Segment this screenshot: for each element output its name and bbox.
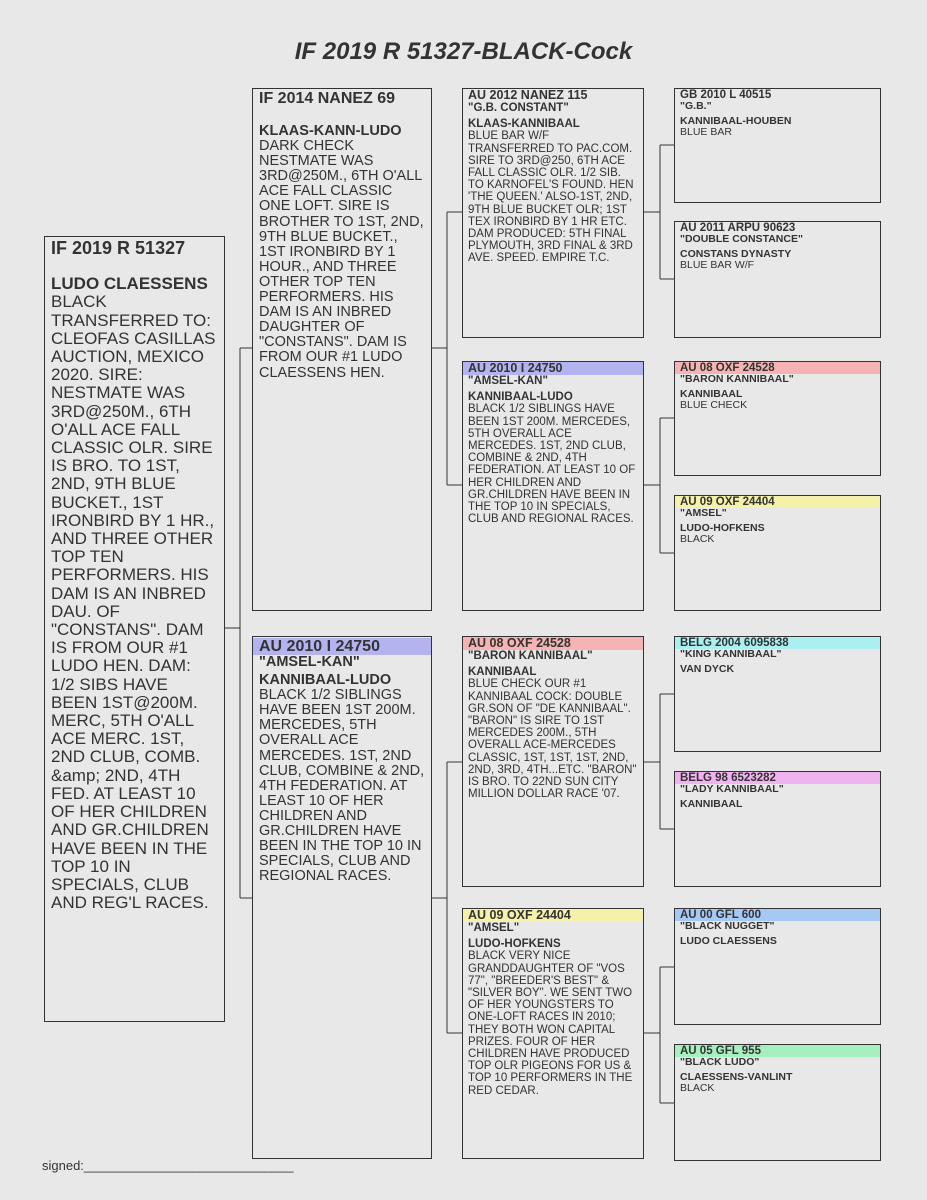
g4-box-2 bbox=[674, 361, 881, 476]
g4-strain: CLAESSENS-VANLINT bbox=[680, 1071, 793, 1083]
sire-band: IF 2014 NANEZ 69 bbox=[259, 90, 396, 107]
g4-name: "BLACK NUGGET" bbox=[680, 920, 775, 932]
g3-band: AU 2012 NANEZ 115 bbox=[468, 88, 588, 102]
g4-box-1 bbox=[674, 221, 881, 338]
page-title: IF 2019 R 51327-BLACK-Cock bbox=[294, 38, 633, 65]
g3-box-0 bbox=[462, 88, 644, 338]
sire-description: DARK CHECK NESTMATE WAS 3RD@250M., 6TH O'ALL ACE FALL CLASSIC ONE LOFT. SIRE IS BROTHER TO 1ST, 2ND, 9TH BLUE BUCKET., 1ST IRONBIRD BY 1 HOUR., AND THREE OTHER TOP TEN PERFORMERS. HIS DAM IS AN INBRED DAUGHTER OF "CONSTANS". DAM IS FROM OUR #1 LUDO CLAESSENS HEN. bbox=[259, 138, 424, 381]
g4-strain: LUDO-HOFKENS bbox=[680, 522, 765, 534]
subject-box bbox=[44, 236, 225, 1022]
g4-strain: VAN DYCK bbox=[680, 663, 735, 675]
g3-strain: KANNIBAAL bbox=[468, 666, 537, 679]
g3-name: "G.B. CONSTANT" bbox=[468, 102, 569, 114]
dam-description: BLACK 1/2 SIBLINGS HAVE BEEN 1ST 200M. MERCEDES, 5TH OVERALL ACE MERCEDES. 1ST, 2ND CLUB, COMBINE & 2ND, 4TH FEDERATION. AT LEAST 10 OF HER CHILDREN AND GR.CHILDREN HAVE BEEN IN THE TOP 10 IN SPECIALS, CLUB AND REGIONAL RACES. bbox=[259, 687, 425, 885]
g3-name: "AMSEL-KAN" bbox=[468, 375, 548, 387]
g4-strain: KANNIBAAL-HOUBEN bbox=[680, 115, 792, 127]
subject-description: BLACK TRANSFERRED TO: CLEOFAS CASILLAS AUCTION, MEXICO 2020. SIRE: NESTMATE WAS 3RD@250M., 6TH O'ALL ACE FALL CLASSIC OLR. SIRE IS BRO. TO 1ST, 2ND, 9TH BLUE BUCKET., 1ST IRONBIRD BY 1 HR., AND THREE OTHER TOP TEN PERFORMERS. HIS DAM IS AN INBRED DAU. OF "CONSTANS". DAM IS FROM OUR #1 LUDO HEN. DAM: 1/2 SIBS HAVE BEEN 1ST@200M. MERC, 5TH O'ALL ACE MERC. 1ST, 2ND CLUB, COMB. &amp; 2ND, 4TH FED. AT LEAST 10 OF HER CHILDREN AND GR.CHILDREN HAVE BEEN IN THE TOP 10 IN SPECIALS, CLUB AND REG'L RACES. bbox=[51, 292, 216, 913]
g3-box-1 bbox=[462, 361, 644, 611]
g3-strain: KLAAS-KANNIBAAL bbox=[468, 118, 580, 131]
g3-description: BLACK 1/2 SIBLINGS HAVE BEEN 1ST 200M. MERCEDES, 5TH OVERALL ACE MERCEDES. 1ST, 2ND CLUB, COMBINE & 2ND, 4TH FEDERATION. AT LEAST 10 OF HER CHILDREN AND GR.CHILDREN HAVE BEEN IN THE TOP 10 IN SPECIALS, CLUB AND REGIONAL RACES. bbox=[468, 403, 636, 526]
g4-strain: CONSTANS DYNASTY bbox=[680, 248, 792, 260]
g4-box-4 bbox=[674, 636, 881, 752]
g4-name: "DOUBLE CONSTANCE" bbox=[680, 233, 803, 245]
g4-band: BELG 98 6523282 bbox=[675, 772, 880, 784]
g4-name: "BLACK LUDO" bbox=[680, 1056, 760, 1068]
sire-box bbox=[252, 88, 432, 611]
g3-description: BLUE CHECK OUR #1 KANNIBAAL COCK: DOUBLE GR.SON OF "DE KANNIBAAL". "BARON" IS SIRE TO 1ST MERCEDES 200M., 5TH OVERALL ACE-MERCEDES CLASSIC, 1ST, 1ST, 1ST, 2ND, 2ND, 3RD, 4TH...ETC. "BARON" IS BRO. TO 22ND SUN CITY MILLION DOLLAR RACE '07. bbox=[468, 678, 637, 801]
g4-description: BLUE BAR W/F bbox=[680, 259, 755, 271]
g4-name: "LADY KANNIBAAL" bbox=[680, 783, 784, 795]
g3-band: AU 09 OXF 24404 bbox=[463, 909, 643, 922]
g4-name: "BARON KANNIBAAL" bbox=[680, 373, 794, 385]
g3-strain: LUDO-HOFKENS bbox=[468, 938, 561, 951]
g3-box-2 bbox=[462, 636, 644, 887]
dam-strain: KANNIBAAL-LUDO bbox=[259, 672, 392, 689]
sire-strain: KLAAS-KANN-LUDO bbox=[259, 123, 402, 139]
g4-box-5 bbox=[674, 771, 881, 887]
g4-box-0 bbox=[674, 88, 881, 203]
g4-band: AU 09 OXF 24404 bbox=[675, 496, 880, 508]
g4-name: "G.B." bbox=[680, 100, 712, 112]
g4-strain: LUDO CLAESSENS bbox=[680, 935, 777, 947]
g4-description: BLACK bbox=[680, 1082, 715, 1094]
g3-description: BLACK VERY NICE GRANDDAUGHTER OF "VOS 77", "BREEDER'S BEST" & "SILVER BOY". WE SENT TWO OF HER YOUNGSTERS TO ONE-LOFT RACES IN 2010; THEY BOTH WON CAPITAL PRIZES. FOUR OF HER CHILDREN HAVE PRODUCED TOP OLR PIGEONS FOR US & TOP 10 PERFORMERS IN THE RED CEDAR. bbox=[468, 950, 633, 1097]
signature-line: signed:_____________________________ bbox=[42, 1158, 294, 1173]
g3-strain: KANNIBAAL-LUDO bbox=[468, 391, 573, 404]
g3-box-3 bbox=[462, 908, 644, 1159]
g3-name: "AMSEL" bbox=[468, 922, 520, 934]
g4-name: "AMSEL" bbox=[680, 507, 727, 519]
g4-box-6 bbox=[674, 908, 881, 1025]
g4-band: GB 2010 L 40515 bbox=[680, 89, 772, 101]
g3-band: AU 08 OXF 24528 bbox=[463, 637, 643, 650]
g4-band: AU 00 GFL 600 bbox=[675, 909, 880, 921]
g4-strain: KANNIBAAL bbox=[680, 798, 743, 810]
g3-band: AU 2010 I 24750 bbox=[463, 362, 643, 375]
dam-band: AU 2010 I 24750 bbox=[253, 638, 431, 655]
g4-name: "KING KANNIBAAL" bbox=[680, 648, 782, 660]
dam-name: "AMSEL-KAN" bbox=[259, 654, 360, 670]
g4-band: AU 05 GFL 955 bbox=[675, 1045, 880, 1057]
subject-strain: LUDO CLAESSENS bbox=[51, 274, 208, 294]
subject-band: IF 2019 R 51327 bbox=[51, 238, 186, 258]
g4-description: BLUE BAR bbox=[680, 126, 732, 138]
dam-box bbox=[252, 636, 432, 1159]
g4-box-3 bbox=[674, 495, 881, 611]
g4-band: BELG 2004 6095838 bbox=[675, 637, 880, 649]
g4-description: BLACK bbox=[680, 533, 715, 545]
g4-strain: KANNIBAAL bbox=[680, 388, 743, 400]
g3-description: BLUE BAR W/F TRANSFERRED TO PAC.COM. SIRE TO 3RD@250, 6TH ACE FALL CLASSIC OLR. 1/2 SIB. TO KARNOFEL'S FOUND. HEN 'THE QUEEN.' ALSO-1ST, 2ND, 9TH BLUE BUCKET OLR; 1ST TEX IRONBIRD BY 1 HR ETC. DAM PRODUCED: 5TH FINAL PLYMOUTH, 3RD FINAL & 3RD AVE. SPEED. EMPIRE T.C. bbox=[468, 130, 634, 265]
g4-band: AU 2011 ARPU 90623 bbox=[680, 222, 796, 234]
g4-box-7 bbox=[674, 1044, 881, 1161]
g3-name: "BARON KANNIBAAL" bbox=[468, 650, 593, 662]
g4-description: BLUE CHECK bbox=[680, 399, 748, 411]
g4-band: AU 08 OXF 24528 bbox=[675, 362, 880, 374]
